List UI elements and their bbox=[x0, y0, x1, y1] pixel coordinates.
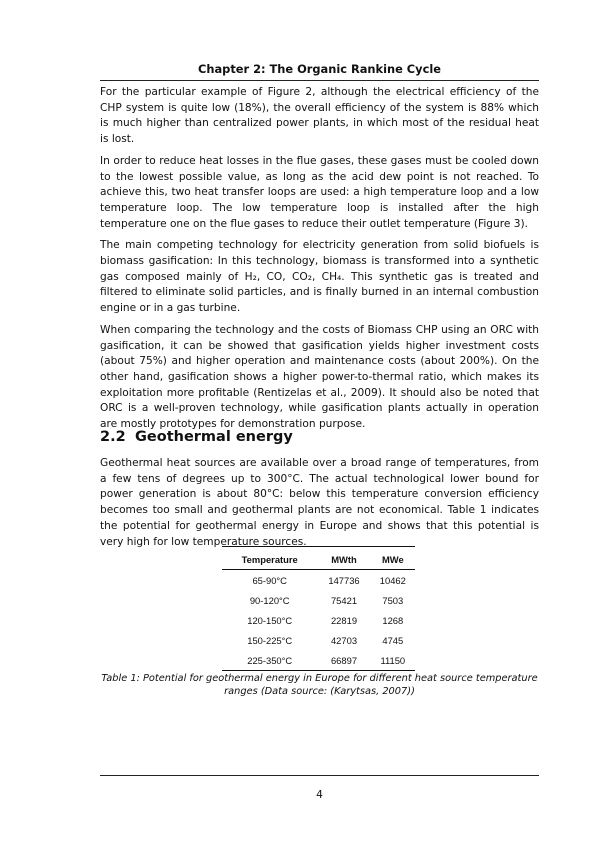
column-header-mwe: MWe bbox=[381, 554, 404, 565]
table-row bbox=[222, 610, 415, 630]
cell-temperature: 65-90°C bbox=[252, 574, 287, 586]
footer-rule bbox=[100, 775, 539, 776]
cell-temperature: 120-150°C bbox=[247, 614, 293, 626]
paragraph-gasification: The main competing technology for electricity generation from solid biofuels is biomass gasification: In this technology, biomass is transformed into a synthetic gas composed mainly of H₂, CO, CO₂, CH₄. This synthetic gas is treated and filtered to eliminate solid particles, and is finally burned in an internal combustion engine or in a gas turbine. bbox=[100, 239, 539, 315]
header-rule bbox=[100, 80, 539, 81]
paragraph-chp-efficiency: For the particular example of Figure 2, although the electrical efficiency of the CHP system is quite low (18%), the overall efficiency of the system is 88% which is much higher than centralized power plants, in which most of the residual heat is lost. bbox=[100, 86, 539, 146]
table-header-row bbox=[222, 547, 415, 570]
cell-mwth: 22819 bbox=[330, 614, 358, 626]
cell-mwe: 1268 bbox=[382, 614, 404, 626]
cell-mwe: 11150 bbox=[380, 654, 406, 666]
cell-mwth: 147736 bbox=[328, 574, 360, 586]
cell-temperature: 150-225°C bbox=[247, 634, 293, 646]
table-row bbox=[222, 650, 415, 671]
cell-mwth: 42703 bbox=[330, 634, 358, 646]
cell-mwe: 10462 bbox=[379, 574, 406, 586]
data-table bbox=[222, 546, 415, 671]
column-header-mwth: MWth bbox=[331, 554, 357, 565]
paragraph-flue-gas-loops: In order to reduce heat losses in the flue gases, these gases must be cooled down to the lowest possible value, as long as the acid dew point is not reached. To achieve this, two heat transfer loops are used: a high temperature loop and a low temperature loop. The low temperature loop is installed after the high temperature one on the flue gases to reduce their outlet temperature (Figure 3). bbox=[100, 154, 539, 230]
table-caption: Table 1: Potential for geothermal energy in Europe for different heat source temperature ranges (Data source: (Karytsas, 2007)) bbox=[101, 673, 538, 697]
intro-text bbox=[100, 85, 539, 439]
cell-temperature: 90-120°C bbox=[249, 594, 290, 606]
cell-mwe: 7503 bbox=[382, 594, 404, 606]
section-number: 2.2 bbox=[100, 429, 126, 445]
cell-mwe: 4745 bbox=[382, 634, 404, 646]
running-header: Chapter 2: The Organic Rankine Cycle bbox=[198, 62, 441, 76]
table-row bbox=[222, 570, 415, 591]
table-row bbox=[222, 630, 415, 650]
paragraph-geothermal: Geothermal heat sources are available over a broad range of temperatures, from a few tens of degrees up to 300°C. The actual technological lower bound for power generation is about 80°C: below this temperature conversion efficiency becomes too small and geothermal plants are not economical. Table 1 indicates the potential for geothermal energy in Europe and shows that this potential is very high for low temperature sources. bbox=[100, 457, 539, 548]
section-heading bbox=[100, 429, 539, 445]
geothermal-table bbox=[222, 546, 415, 671]
cell-mwth: 66897 bbox=[330, 654, 358, 666]
table-row bbox=[222, 590, 415, 610]
section-title: Geothermal energy bbox=[135, 429, 293, 445]
geothermal-text bbox=[100, 456, 539, 550]
page-number: 4 bbox=[316, 789, 323, 801]
cell-mwth: 75421 bbox=[330, 594, 358, 606]
cell-temperature: 225-350°C bbox=[247, 654, 293, 666]
column-header-temperature: Temperature bbox=[241, 554, 298, 565]
paragraph-orc-comparison: When comparing the technology and the costs of Biomass CHP using an ORC with gasification, it can be showed that gasification yields higher investment costs (about 75%) and higher operation and maintenance costs (about 200%). On the other hand, gasification shows a higher power-to-thermal ratio, which makes its exploitation more profitable (Rentizelas et al., 2009). It should also be noted that ORC is a well-proven technology, while gasification plants actually in operation are mostly prototypes for demonstration purpose. bbox=[100, 323, 539, 431]
